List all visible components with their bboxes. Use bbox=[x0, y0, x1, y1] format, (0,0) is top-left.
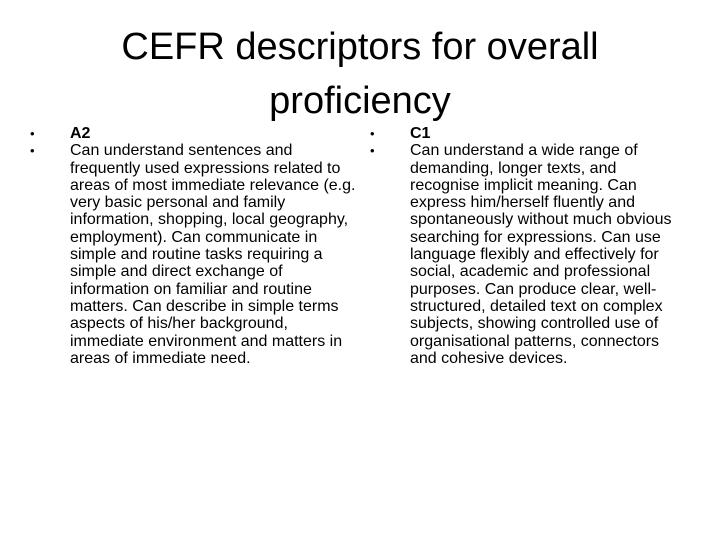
a2-level-item bbox=[30, 125, 360, 142]
a2-description-text: Can understand sentences and frequently used expressions related to areas of most immediate relevance (e.g. very basic personal and family information, shopping, local geography, employment). Can communicate in simple and routine tasks requiring a simple and direct exchange of information on familiar and routine matters. Can describe in simple terms aspects of his/her background, immediate environment and matters in areas of immediate need. bbox=[70, 142, 356, 367]
bullet-icon: • bbox=[370, 143, 375, 159]
bullet-icon: • bbox=[30, 143, 35, 159]
bullet-icon: • bbox=[370, 126, 375, 141]
bullet-icon: • bbox=[30, 126, 35, 141]
c1-level-heading: C1 bbox=[410, 125, 431, 142]
c1-descriptor-column bbox=[370, 125, 690, 367]
slide-title: CEFR descriptors for overall proficiency bbox=[121, 26, 599, 122]
a2-descriptor-column bbox=[30, 125, 360, 367]
a2-level-heading: A2 bbox=[70, 125, 91, 142]
c1-level-item bbox=[370, 125, 690, 142]
c1-description-text: Can understand a wide range of demanding, longer texts, and recognise implicit meaning. Can express him/herself fluently and spontaneously without much obvious searching for expressions. Can use language flexibly and effectively for social, academic and professional purposes. Can produce clear, well-structured, detailed text on complex subjects, showing controlled use of organisational patterns, connectors and cohesive devices. bbox=[410, 142, 672, 367]
a2-description-item bbox=[30, 142, 360, 367]
c1-description-item bbox=[370, 142, 690, 367]
